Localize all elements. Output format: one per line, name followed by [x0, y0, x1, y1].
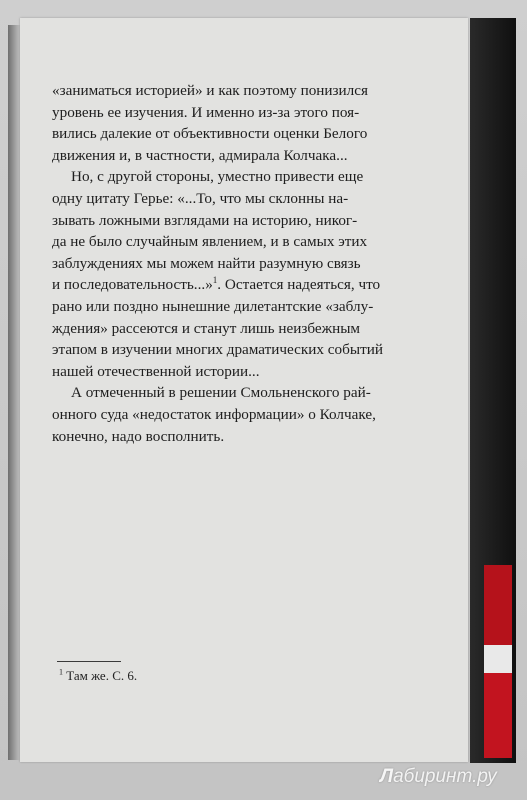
- text-line: нашей отечественной истории...: [52, 362, 260, 380]
- footnote: [59, 668, 137, 684]
- watermark-text: абиринт.ру: [393, 766, 497, 787]
- text-line: уровень ее изучения. И именно из-за этого поя-: [52, 103, 360, 121]
- book-page: [20, 18, 468, 762]
- text-line: да не было случайным явлением, и в самых этих: [52, 233, 368, 251]
- text-line: онного суда «недостаток информации» о Колчаке,: [52, 405, 376, 423]
- text-line: конечно, надо восполнить.: [52, 427, 225, 445]
- watermark-logo: Л: [380, 766, 394, 787]
- text-line: зывать ложными взглядами на историю, никог-: [52, 211, 358, 229]
- text-line: одну цитату Герье: «...То, что мы склонны на-: [52, 189, 349, 207]
- text-line: движения и, в частности, адмирала Колчака...: [52, 146, 348, 164]
- footnote-marker: 1: [59, 667, 63, 677]
- text-line: этапом в изучении многих драматических событий: [52, 341, 383, 359]
- text-line: А отмеченный в решении Смольненского рай-: [71, 384, 371, 402]
- cover-white-stripe: [484, 645, 512, 673]
- text-line: заблуждениях мы можем найти разумную связь: [52, 254, 361, 272]
- text-line: рано или поздно нынешние дилетантские «заблу-: [52, 297, 374, 315]
- text-line: Но, с другой стороны, уместно привести еще: [71, 168, 364, 186]
- text-line-continuation: . Остается надеяться, что: [217, 276, 381, 294]
- body-text: [52, 80, 432, 447]
- paragraph-1: [52, 80, 432, 166]
- text-line: «заниматься историей» и как поэтому понизился: [52, 82, 368, 99]
- text-line: и последовательность...»: [52, 276, 213, 294]
- footnote-divider: [57, 661, 121, 662]
- watermark: [380, 766, 497, 788]
- footnote-text: Там же. С. 6.: [66, 668, 138, 683]
- text-line: ждения» рассеются и станут лишь неизбежным: [52, 319, 361, 337]
- cover-red-stripe-lower: [484, 673, 512, 758]
- footnote-ref[interactable]: 1: [212, 275, 218, 286]
- cover-red-stripe: [484, 565, 512, 645]
- text-line: вились далекие от объективности оценки Белого: [52, 125, 368, 143]
- paragraph-3: [52, 382, 432, 447]
- paragraph-2: [52, 166, 432, 382]
